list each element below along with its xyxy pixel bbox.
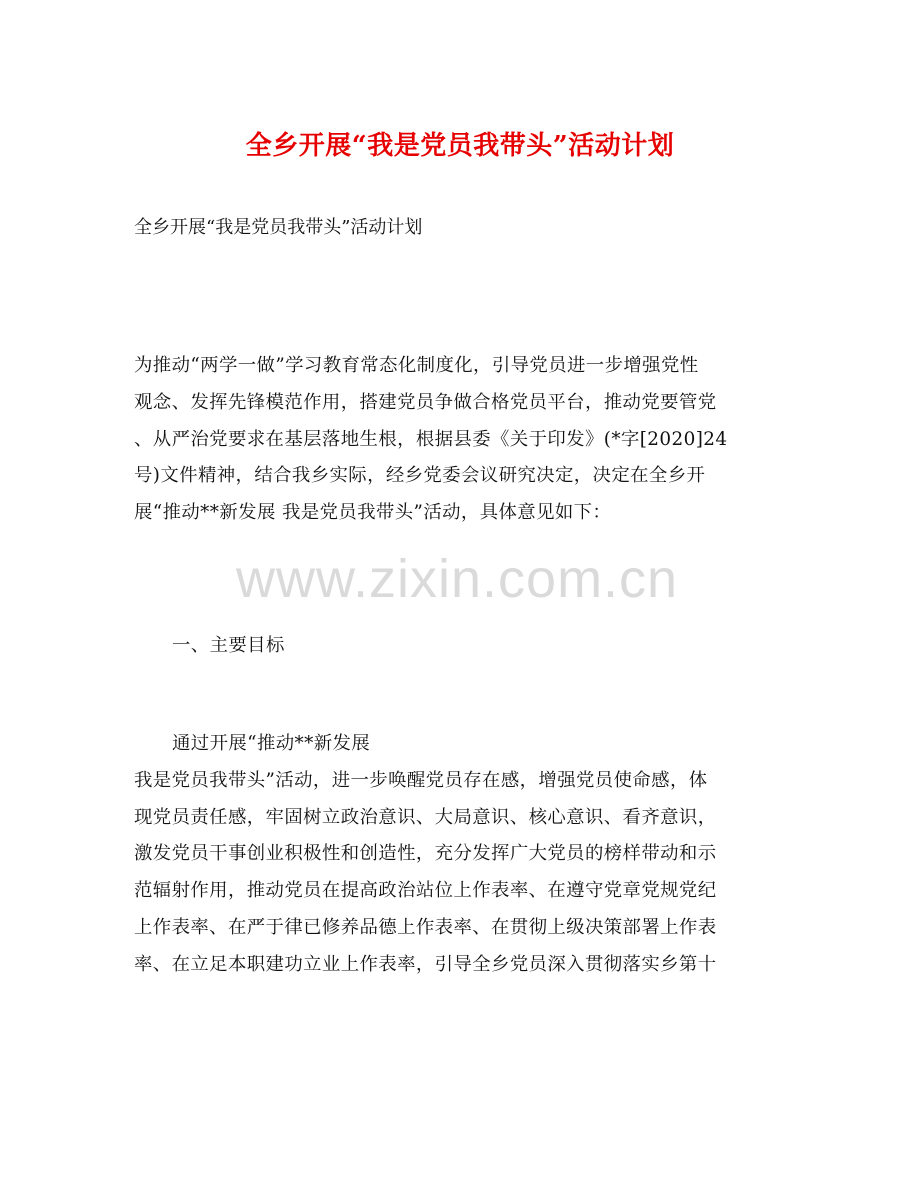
goals-line: 激发党员干事创业积极性和创造性，充分发挥广大党员的榜样带动和示	[134, 843, 717, 865]
intro-line: 号)文件精神，结合我乡实际，经乡党委会议研究决定，决定在全乡开	[134, 465, 706, 487]
section-heading-main-goals: 一、主要目标	[172, 635, 285, 656]
watermark-text: www.zixin.com.cn	[236, 549, 679, 609]
goals-line: 率、在立足本职建功立业上作表率，引导全乡党员深入贯彻落实乡第十	[134, 953, 717, 975]
goals-line: 范辐射作用，推动党员在提高政治站位上作表率、在遵守党章党规党纪	[134, 880, 717, 902]
goals-line: 我是党员我带头”活动，进一步唤醒党员存在感，增强党员使命感，体	[134, 769, 708, 791]
document-title: 全乡开展“我是党员我带头”活动计划	[245, 131, 675, 161]
intro-line: 、从严治党要求在基层落地生根，根据县委《关于印发》(*字[2020]24	[134, 428, 728, 450]
intro-paragraph	[134, 348, 794, 532]
section-heading-container	[134, 628, 794, 665]
intro-line: 为推动“两学一做”学习教育常态化制度化，引导党员进一步增强党性	[134, 355, 699, 376]
goals-line: 现党员责任感，牢固树立政治意识、大局意识、核心意识、看齐意识，	[134, 806, 717, 828]
intro-line: 观念、发挥先锋模范作用，搭建党员争做合格党员平台，推动党要管党	[134, 391, 717, 413]
intro-line: 展“推动**新发展 我是党员我带头”活动，具体意见如下：	[134, 502, 612, 524]
goals-paragraph	[134, 726, 794, 984]
goals-line: 通过开展“推动**新发展	[172, 733, 371, 754]
document-subtitle: 全乡开展“我是党员我带头”活动计划	[134, 217, 423, 238]
goals-line: 上作表率、在严于律已修养品德上作表率、在贯彻上级决策部署上作表	[134, 916, 717, 938]
